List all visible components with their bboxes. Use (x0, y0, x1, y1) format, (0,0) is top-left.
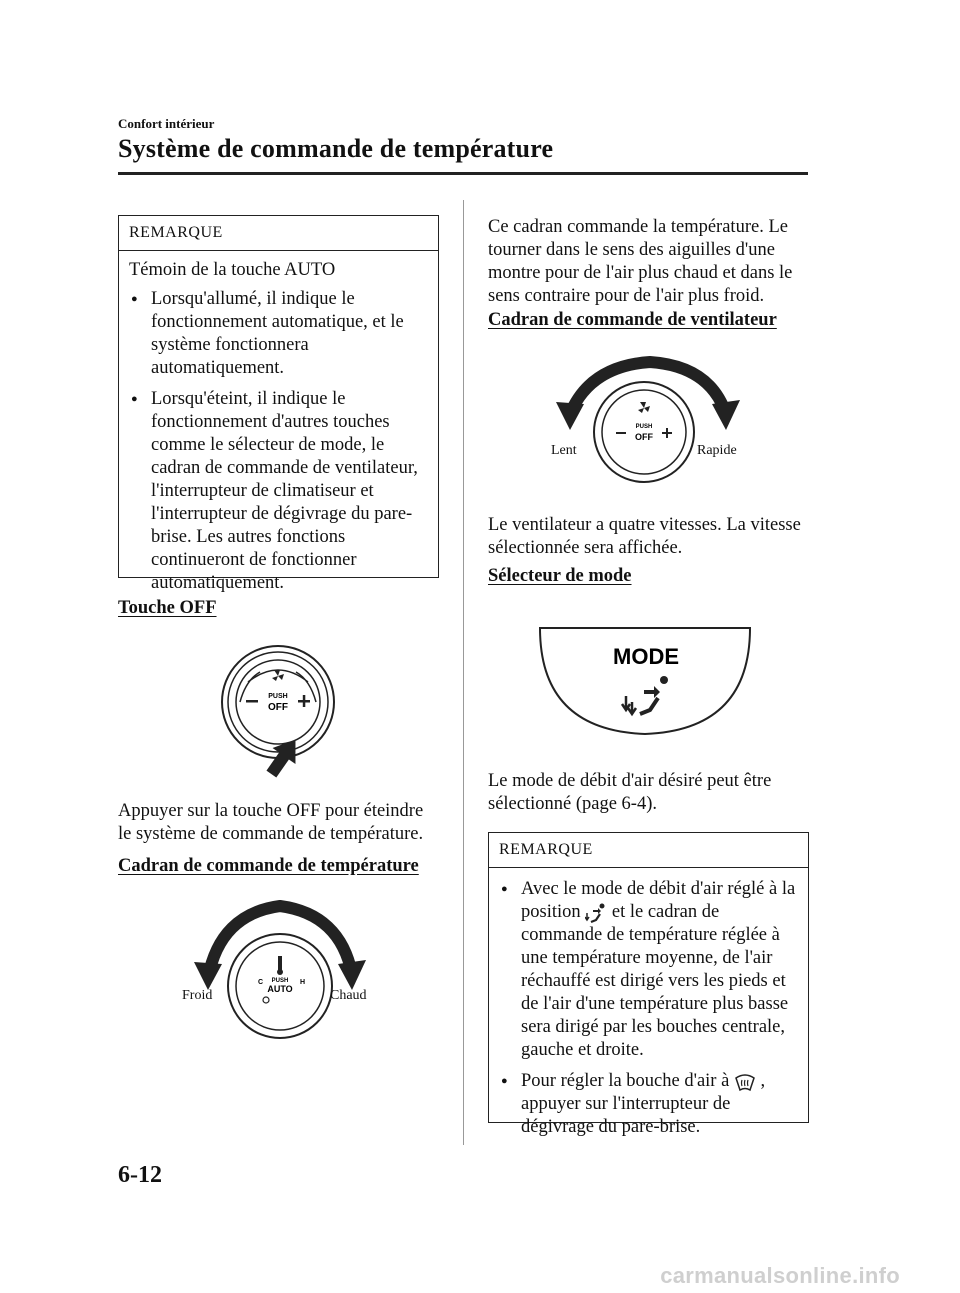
page-title: Système de commande de température (118, 134, 554, 163)
mode-label: MODE (613, 644, 679, 669)
mode-selector-illustration (538, 626, 754, 738)
knob-push-label: PUSH (635, 424, 653, 430)
off-knob-illustration (210, 640, 350, 780)
defrost-icon (734, 1072, 756, 1092)
knob-hot-label: H (300, 979, 306, 986)
floor-foot-vent-icon (585, 903, 607, 923)
knob-cold-label: C (258, 979, 264, 986)
note-intro: Témoin de la touche AUTO (129, 260, 336, 280)
fan-right-label: Rapide (697, 443, 737, 458)
watermark: carmanualsonline.info (660, 1263, 900, 1288)
note-box-mode (488, 832, 809, 1137)
fan-knob-illustration (550, 352, 750, 502)
note-heading: REMARQUE (119, 216, 438, 251)
minus-icon (616, 432, 626, 434)
page-number: 6-12 (118, 1162, 162, 1188)
knob-push-label: PUSH (268, 693, 288, 700)
arrow-left-icon (194, 962, 222, 990)
note-bullet: ● Pour régler la bouche d'air à , appuyer sur l'interrupteur de dégivrage du pare-brise. (501, 1071, 766, 1137)
arrow-right-icon (712, 400, 740, 430)
knob-off-label: OFF (268, 702, 288, 713)
knob-auto-label: AUTO (267, 984, 293, 994)
knob-push-label: PUSH (271, 978, 289, 984)
fan-left-label: Lent (551, 443, 577, 458)
section-label: Confort intérieur (118, 116, 215, 131)
temp-heading: Cadran de commande de température (118, 856, 419, 876)
note-bullet: ● Avec le mode de débit d'air réglé à la position et le cadran de commande de température réglée à une température moyenne, de l'air réchauffé est dirigé vers les pieds et de l'air d'une température plus basse sera dirigé par les bouches centrale, gauche et droite. (501, 879, 796, 1060)
off-heading: Touche OFF (118, 598, 217, 618)
mode-heading: Sélecteur de mode (488, 566, 632, 586)
temp-left-label: Froid (182, 988, 213, 1003)
title-rule (118, 172, 808, 175)
minus-icon (246, 700, 258, 703)
temp-knob-illustration (180, 896, 380, 1046)
knob-off-label: OFF (635, 432, 653, 442)
fan-heading: Cadran de commande de ventilateur (488, 310, 777, 330)
mode-description: Le mode de débit d'air désiré peut être sélectionné (page 6-4). (488, 771, 772, 814)
temp-description: Ce cadran commande la température. Le tourner dans le sens des aiguilles d'une montre pour de l'air plus chaud et dans le sens contraire pour de l'air plus froid. (488, 217, 793, 306)
note-heading: REMARQUE (489, 833, 808, 868)
note-bullet: ● Lorsqu'éteint, il indique le fonctionnement d'autres touches comme le sélecteur de mode, le cadran de commande de ventilateur, l'interrupteur de climatiseur et l'interrupteur de dégivrage du pare-brise. Les autres fonctions continueront de fonctionner automatiquement. (131, 389, 418, 593)
note-box-auto (118, 215, 439, 593)
off-description: Appuyer sur la touche OFF pour éteindre le système de commande de température. (118, 801, 424, 844)
arrow-right-icon (338, 960, 366, 990)
note-bullet: ● Lorsqu'allumé, il indique le fonctionnement automatique, et le système fonctionnera automatiquement. (131, 289, 404, 378)
temp-right-label: Chaud (330, 988, 367, 1003)
column-divider (463, 200, 464, 1145)
arrow-left-icon (556, 402, 584, 430)
fan-description: Le ventilateur a quatre vitesses. La vitesse sélectionnée sera affichée. (488, 515, 801, 558)
